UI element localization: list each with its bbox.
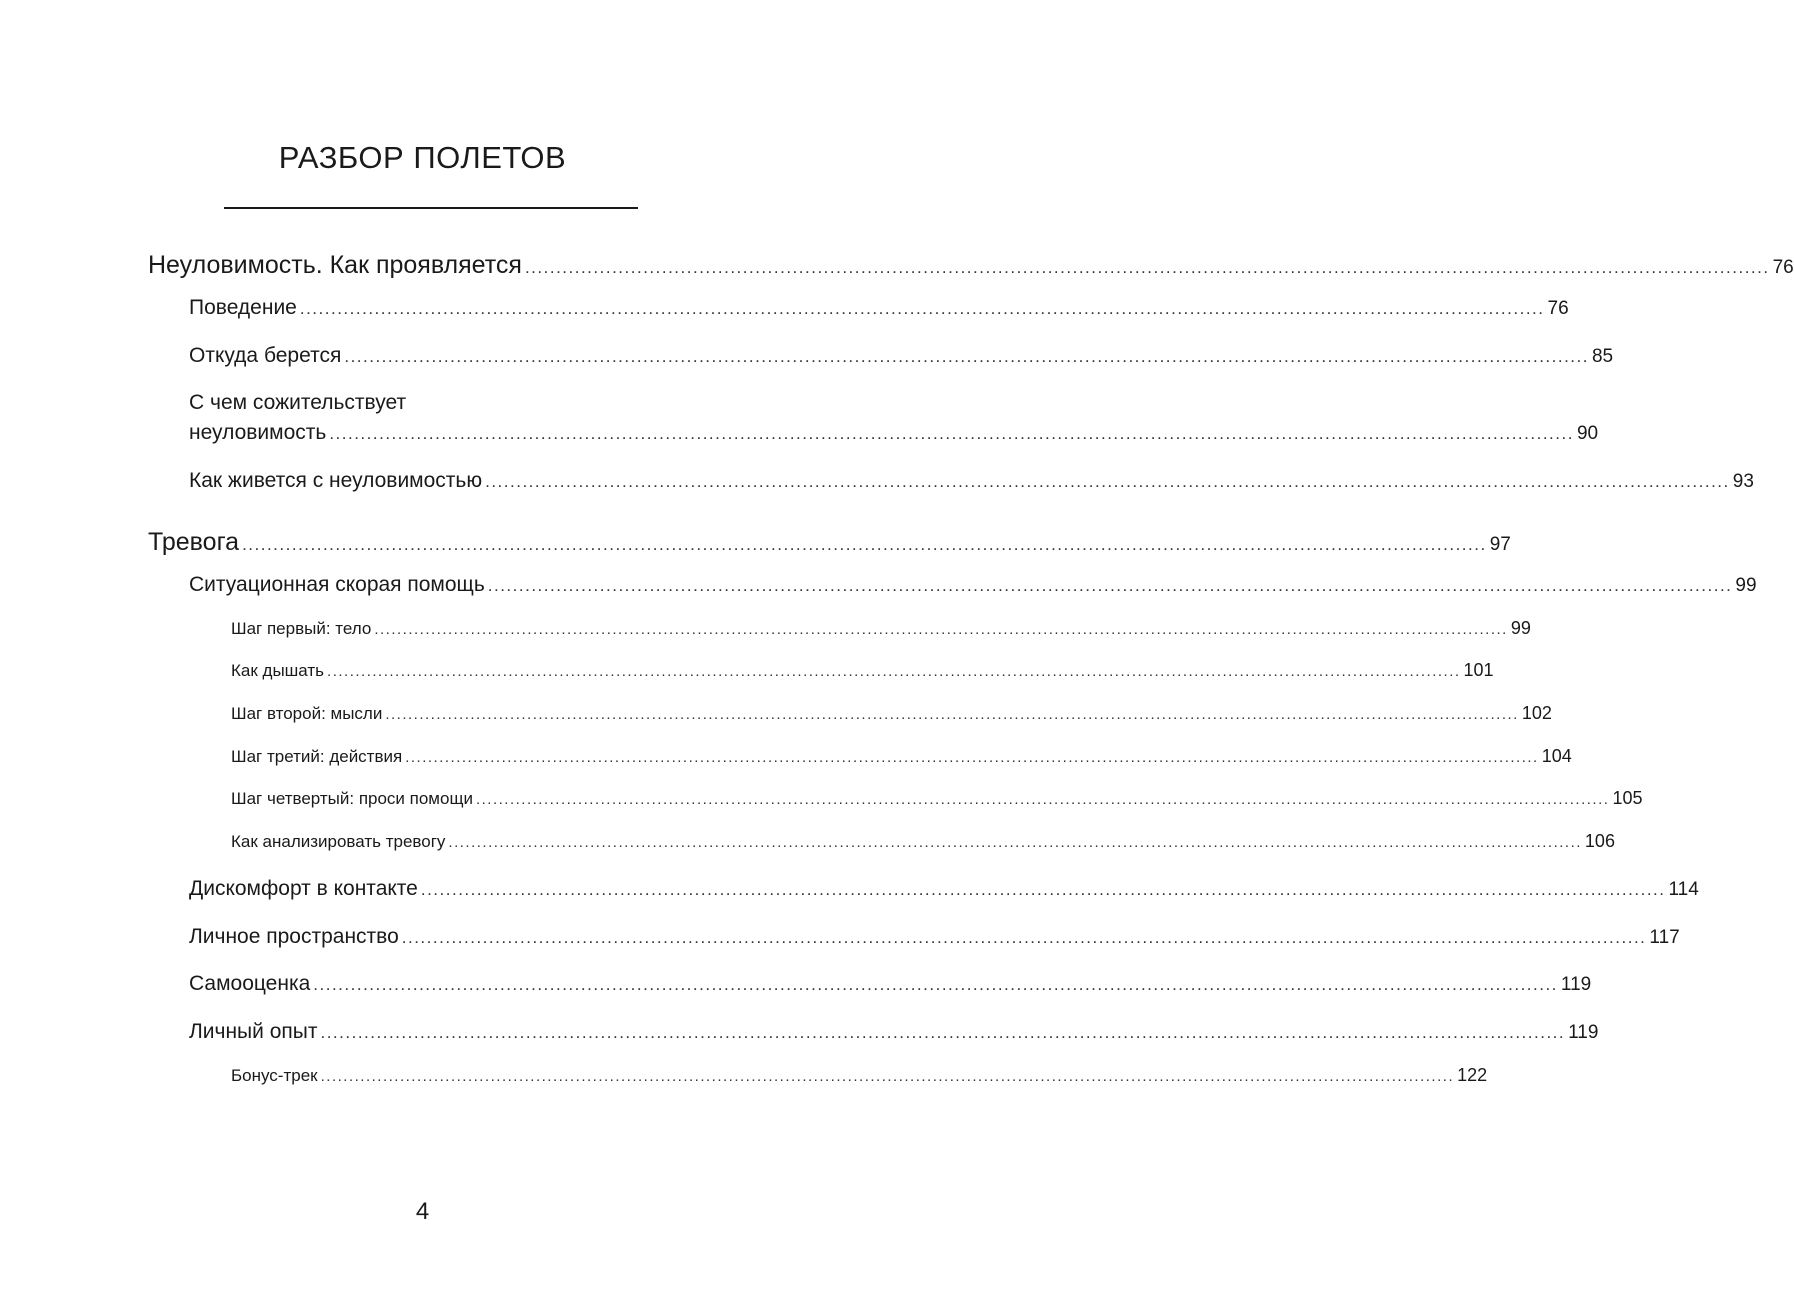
toc-page-number: 119: [1560, 974, 1592, 995]
toc-page-number: 114: [1668, 879, 1699, 900]
toc-entry-label: Дискомфорт в контакте: [189, 877, 418, 900]
toc-entry[interactable]: [231, 660, 1494, 681]
page-number: 4: [415, 1198, 430, 1225]
toc-page-number: 119: [1568, 1022, 1599, 1043]
dot-leader: ........................................................................................................................................................................................................: [242, 535, 1487, 554]
toc-entry-label: Неуловимость. Как проявляется: [148, 251, 522, 279]
toc-entry[interactable]: [189, 573, 1757, 597]
dot-leader: ........................................................................................................................................................................................................: [327, 663, 1461, 680]
toc-entry[interactable]: [231, 831, 1615, 852]
toc-entry-label: Поведение: [189, 296, 297, 319]
dot-leader: ........................................................................................................................................................................................................: [320, 1068, 1455, 1085]
toc-page-number: 122: [1457, 1065, 1488, 1085]
dot-leader: ........................................................................................................................................................................................................: [329, 424, 1574, 443]
toc-page-number: 99: [1735, 575, 1757, 596]
toc-entry-label: Шаг третий: действия: [231, 747, 403, 766]
toc-entry[interactable]: [189, 469, 1754, 493]
toc-page-number: 76: [1547, 298, 1569, 319]
toc-page-number: 105: [1612, 788, 1643, 808]
page-title: РАЗБОР ПОЛЕТОВ: [278, 140, 567, 175]
toc-entry-label: Как анализировать тревогу: [231, 832, 446, 851]
toc-entry-label: Шаг второй: мысли: [231, 704, 383, 723]
toc-page-number: 97: [1489, 534, 1511, 555]
toc-entry[interactable]: [231, 703, 1552, 724]
dot-leader: ........................................................................................................................................................................................................: [487, 576, 1733, 595]
toc-entry[interactable]: [231, 618, 1531, 639]
toc-entry-label: Самооценка: [189, 972, 311, 995]
dot-leader: ........................................................................................................................................................................................................: [344, 347, 1589, 366]
toc-entry[interactable]: [231, 788, 1643, 809]
dot-leader: ........................................................................................................................................................................................................: [299, 299, 1545, 318]
toc-entry[interactable]: [189, 877, 1699, 901]
toc-page-number: 76: [1772, 257, 1794, 278]
dot-leader: ........................................................................................................................................................................................................: [420, 880, 1666, 899]
toc-entry[interactable]: [189, 972, 1592, 996]
dot-leader: ........................................................................................................................................................................................................: [485, 472, 1730, 491]
toc-entry-label: неуловимость: [189, 421, 327, 444]
toc-entry-label: Личное пространство: [189, 925, 399, 948]
toc-page-number: 90: [1576, 423, 1599, 444]
toc-entry-label: Как дышать: [231, 661, 325, 680]
dot-leader: ........................................................................................................................................................................................................: [524, 258, 1770, 277]
toc-entry-label-line1[interactable]: С чем сожительствует: [189, 391, 407, 414]
dot-leader: ........................................................................................................................................................................................................: [401, 928, 1647, 947]
dot-leader: ........................................................................................................................................................................................................: [475, 791, 1610, 808]
toc-entry[interactable]: [148, 251, 1794, 280]
toc-page-number: 101: [1463, 660, 1494, 680]
toc-entry-label: Шаг четвертый: проси помощи: [231, 789, 473, 808]
toc-entry-label: Ситуационная скорая помощь: [189, 573, 485, 596]
toc-page-number: 99: [1510, 618, 1531, 638]
toc-page-number: 106: [1584, 831, 1615, 851]
dot-leader: ........................................................................................................................................................................................................: [313, 975, 1558, 994]
toc-entry[interactable]: [231, 746, 1572, 767]
toc-entry[interactable]: [189, 1020, 1599, 1044]
toc-entry-label: Как живется с неуловимостью: [189, 469, 483, 492]
dot-leader: ........................................................................................................................................................................................................: [320, 1023, 1566, 1042]
toc-page-number: 102: [1521, 703, 1552, 723]
toc-page-number: 117: [1649, 927, 1680, 948]
toc-entry[interactable]: [189, 296, 1569, 320]
toc-entry[interactable]: [189, 421, 1599, 445]
toc-page-number: 93: [1732, 471, 1754, 492]
toc-page-number: 85: [1591, 346, 1614, 367]
toc-entry[interactable]: [148, 528, 1511, 557]
dot-leader: ........................................................................................................................................................................................................: [385, 706, 1519, 723]
toc-page-number: 104: [1541, 746, 1572, 766]
toc-entry-label: Шаг первый: тело: [231, 619, 372, 638]
toc-entry-label: Бонус-трек: [231, 1066, 318, 1085]
toc-entry-label: Тревога: [148, 528, 240, 556]
toc-entry-label: Личный опыт: [189, 1020, 318, 1043]
toc-entry[interactable]: [231, 1065, 1488, 1086]
toc-entry-label: Откуда берется: [189, 344, 342, 367]
toc-entry[interactable]: [189, 344, 1614, 368]
dot-leader: ........................................................................................................................................................................................................: [405, 749, 1539, 766]
dot-leader: ........................................................................................................................................................................................................: [374, 621, 1508, 638]
toc-entry[interactable]: [189, 925, 1680, 949]
dot-leader: ........................................................................................................................................................................................................: [448, 834, 1582, 851]
